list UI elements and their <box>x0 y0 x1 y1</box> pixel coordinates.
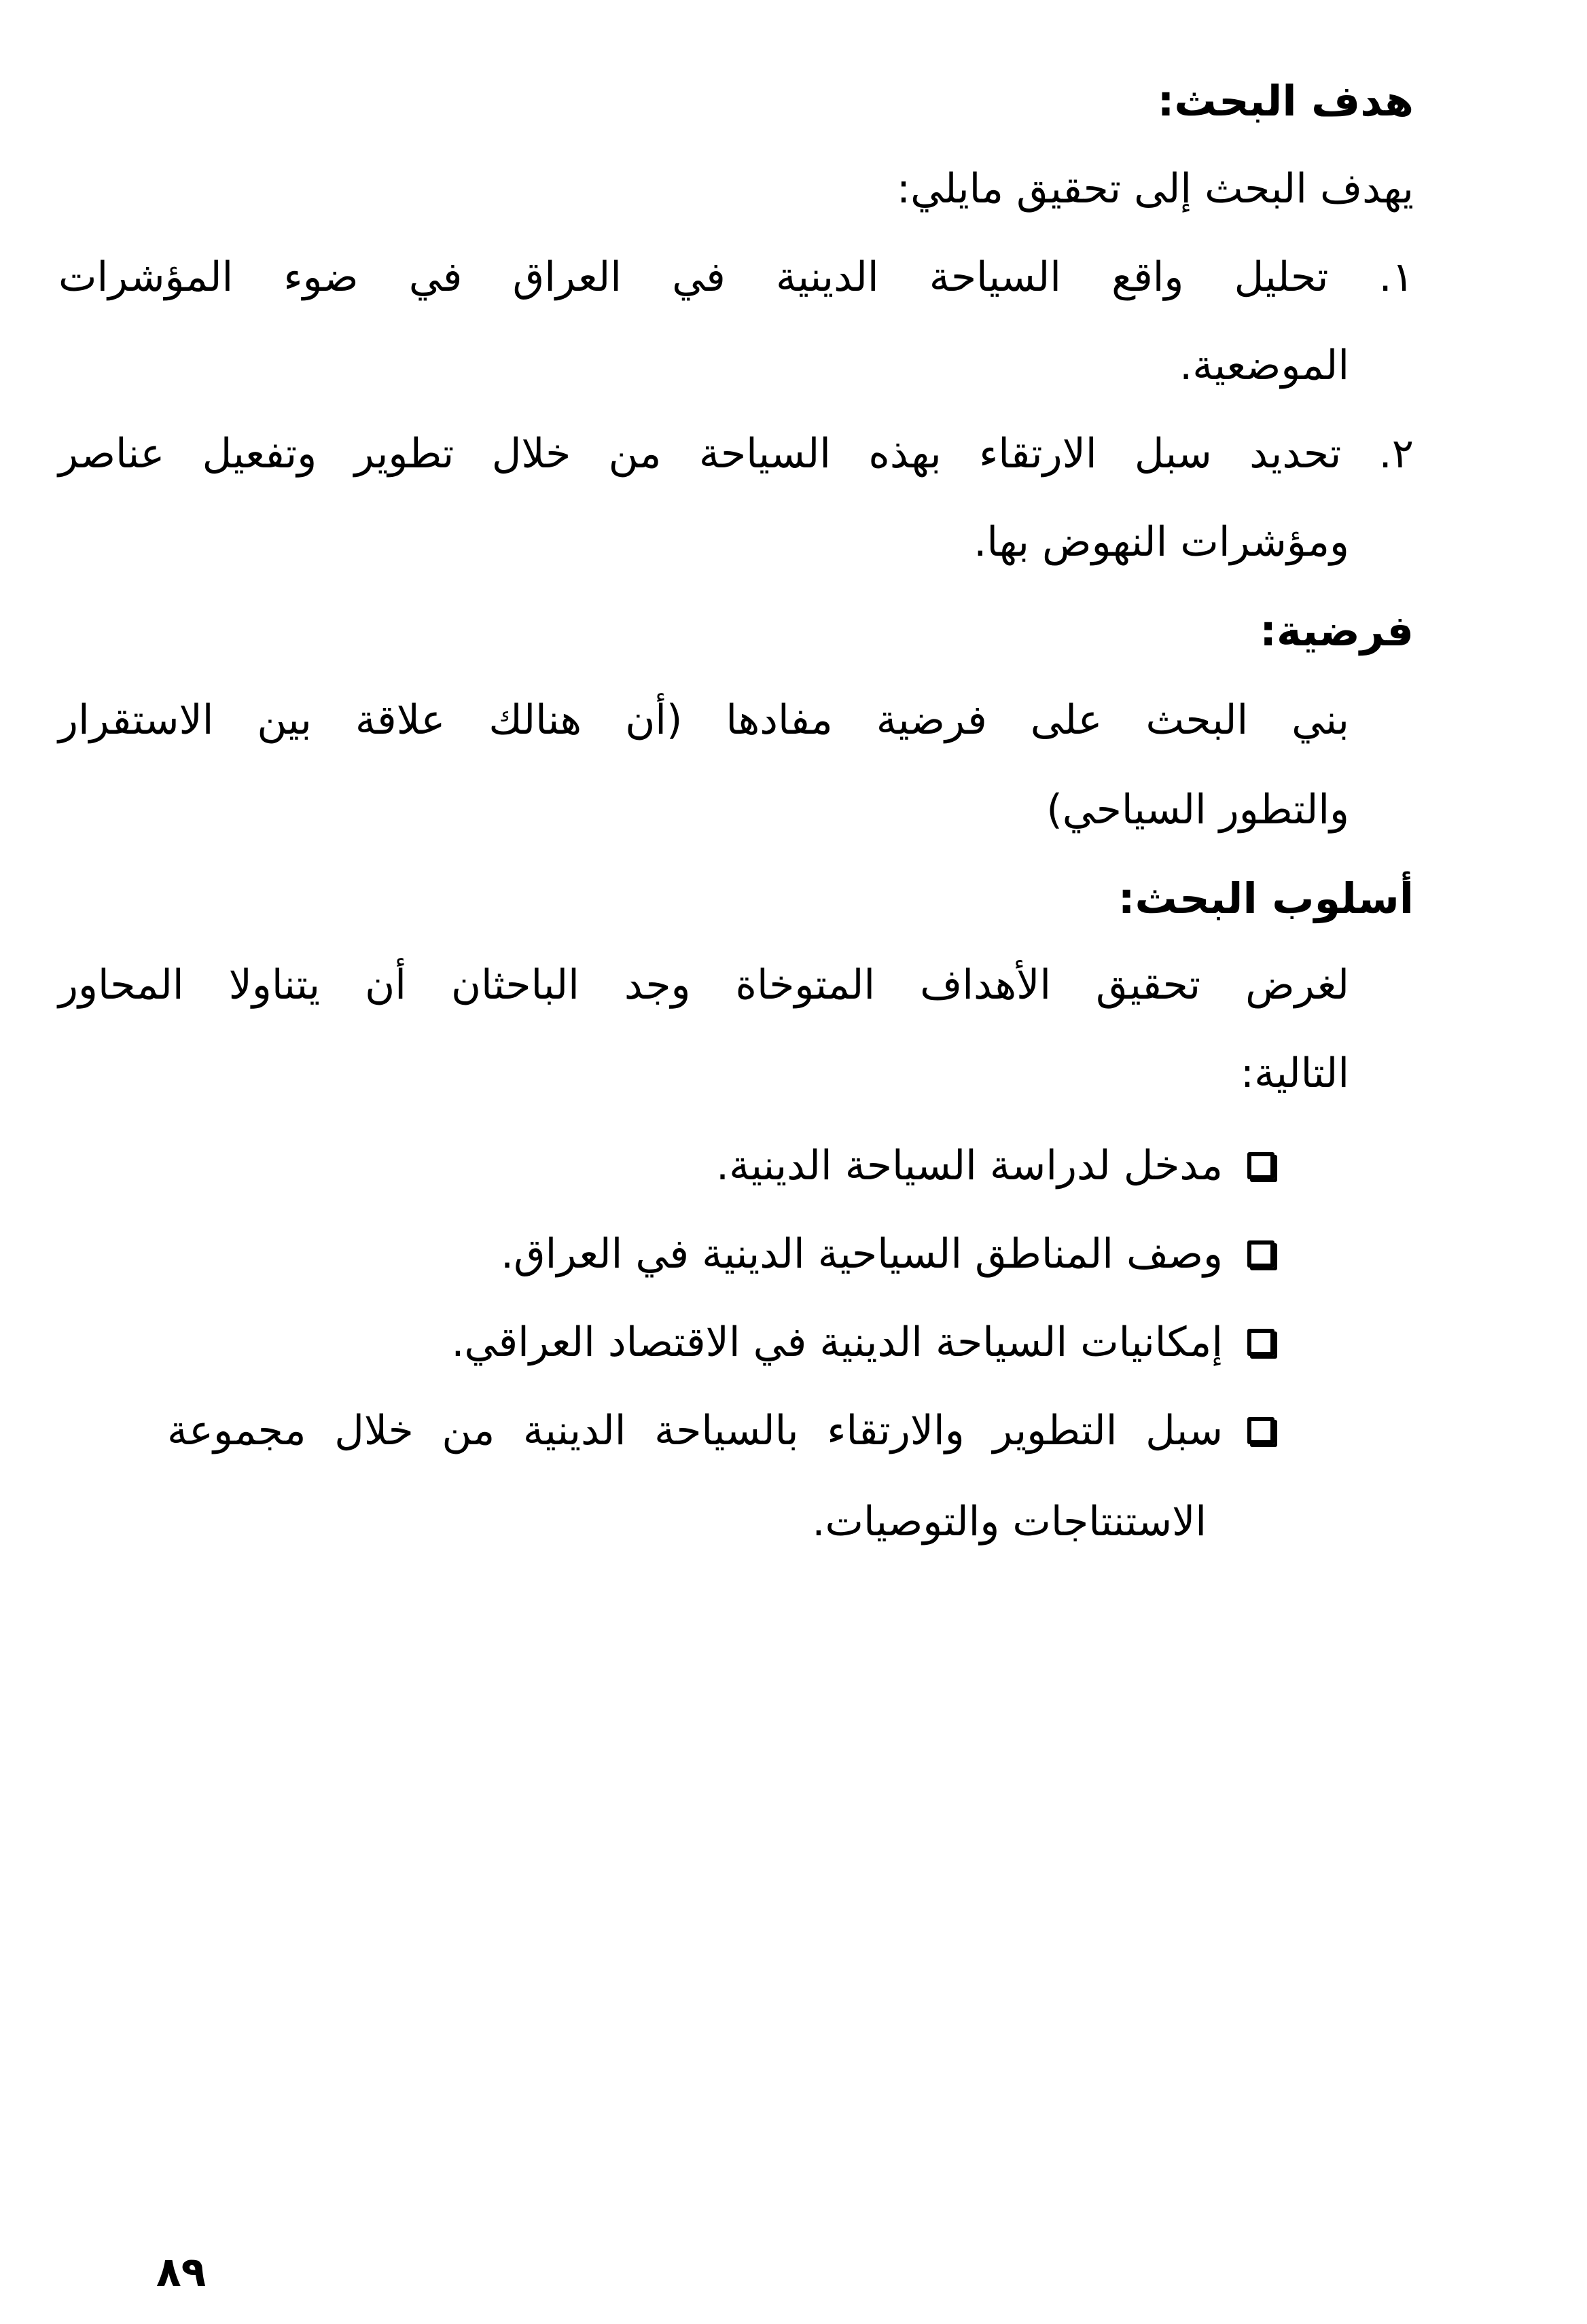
checkbox-icon <box>1247 1240 1274 1268</box>
hypothesis-heading: فرضية: <box>1260 606 1414 656</box>
checkbox-icon <box>1247 1329 1274 1356</box>
research-goal-intro: يهدف البحث إلى تحقيق مايلي: <box>896 165 1414 213</box>
goal-item-1-line-2: الموضعية. <box>1179 342 1349 389</box>
method-line-2: التالية: <box>1240 1050 1349 1097</box>
method-line-1: لغرض تحقيق الأهداف المتوخاة وجد الباحثان أن يتناولا المحاور <box>58 961 1349 1009</box>
bullet-text: وصف المناطق السياحية الدينية في العراق. <box>501 1230 1223 1278</box>
bullet-text: مدخل لدراسة السياحة الدينية. <box>716 1142 1223 1190</box>
research-goal-heading: هدف البحث: <box>1157 76 1414 126</box>
hypothesis-line-1: بني البحث على فرضية مفادها (أن هنالك علاقة بين الاستقرار <box>58 696 1349 744</box>
method-bullet-2 <box>501 1230 1274 1278</box>
method-bullet-1 <box>716 1142 1274 1190</box>
goal-item-2-line-2: ومؤشرات النهوض بها. <box>974 518 1349 566</box>
checkbox-icon <box>1247 1417 1274 1444</box>
bullet-text: إمكانيات السياحة الدينية في الاقتصاد العراقي. <box>451 1319 1223 1366</box>
checkbox-icon <box>1247 1152 1274 1179</box>
method-bullet-3 <box>451 1319 1274 1366</box>
method-bullet-4-line-2: الاستنتاجات والتوصيات. <box>812 1498 1207 1545</box>
page-number: ٨٩ <box>156 2249 207 2296</box>
method-heading: أسلوب البحث: <box>1118 874 1414 923</box>
method-bullet-4 <box>167 1407 1274 1454</box>
hypothesis-line-2: والتطور السياحي) <box>1046 786 1349 834</box>
goal-item-1-line-1: ١. تحليل واقع السياحة الدينية في العراق في ضوء المؤشرات <box>58 253 1414 301</box>
bullet-text: سبل التطوير والارتقاء بالسياحة الدينية من خلال مجموعة <box>167 1407 1223 1454</box>
goal-item-2-line-1: ٢. تحديد سبل الارتقاء بهذه السياحة من خلال تطوير وتفعيل عناصر <box>58 430 1414 478</box>
